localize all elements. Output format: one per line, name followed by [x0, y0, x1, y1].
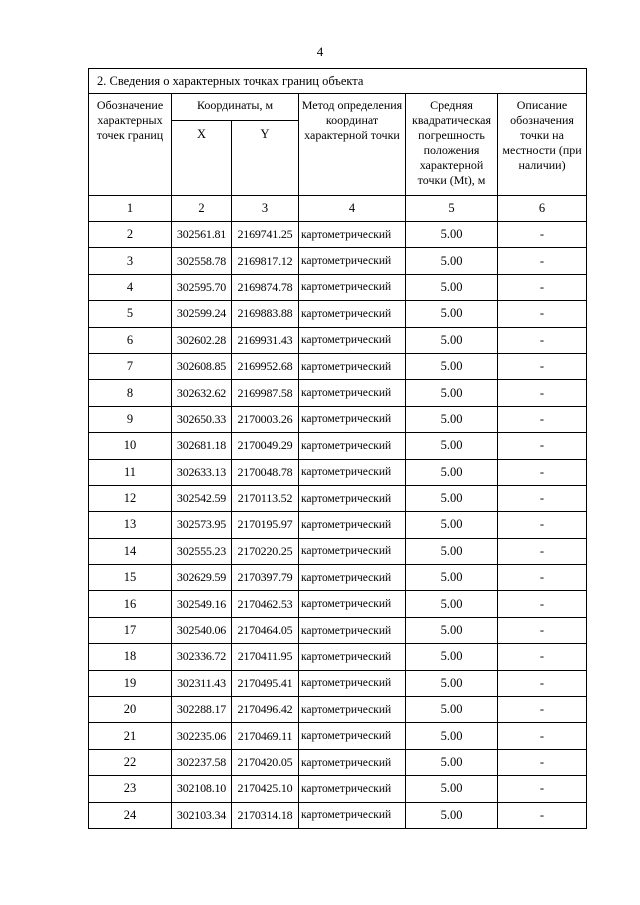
table-row [89, 723, 587, 749]
description-cell: - [498, 485, 587, 511]
column-number: 4 [299, 196, 406, 222]
column-number: 3 [232, 196, 299, 222]
y-coordinate-cell: 2170397.79 [232, 565, 299, 591]
x-coordinate-cell: 302633.13 [172, 459, 232, 485]
table-row [89, 327, 587, 353]
y-coordinate-cell: 2170003.26 [232, 406, 299, 432]
y-coordinate-cell: 2170496.42 [232, 697, 299, 723]
x-coordinate-cell: 302599.24 [172, 301, 232, 327]
point-number-cell: 18 [89, 644, 172, 670]
description-cell: - [498, 697, 587, 723]
header-point-designation: Обозначение характерных точек границ [89, 94, 172, 196]
header-description: Описание обозначения точки на местности (при наличии) [498, 94, 587, 196]
description-cell: - [498, 459, 587, 485]
error-cell: 5.00 [406, 802, 498, 828]
point-number-cell: 14 [89, 538, 172, 564]
y-coordinate-cell: 2169817.12 [232, 248, 299, 274]
method-cell: картометрический [299, 723, 406, 749]
point-number-cell: 13 [89, 512, 172, 538]
description-cell: - [498, 222, 587, 248]
table-row [89, 459, 587, 485]
boundary-points-table [88, 68, 587, 829]
description-cell: - [498, 274, 587, 300]
table-row [89, 433, 587, 459]
table-row [89, 697, 587, 723]
description-cell: - [498, 538, 587, 564]
error-cell: 5.00 [406, 327, 498, 353]
table-row [89, 670, 587, 696]
y-coordinate-cell: 2169874.78 [232, 274, 299, 300]
method-cell: картометрический [299, 697, 406, 723]
error-cell: 5.00 [406, 591, 498, 617]
table-row [89, 485, 587, 511]
error-cell: 5.00 [406, 749, 498, 775]
point-number-cell: 12 [89, 485, 172, 511]
column-number: 5 [406, 196, 498, 222]
y-coordinate-cell: 2170420.05 [232, 749, 299, 775]
description-cell: - [498, 749, 587, 775]
method-cell: картометрический [299, 380, 406, 406]
table-row [89, 591, 587, 617]
header-y: Y [232, 121, 299, 196]
table-row [89, 538, 587, 564]
y-coordinate-cell: 2170462.53 [232, 591, 299, 617]
description-cell: - [498, 723, 587, 749]
column-number: 6 [498, 196, 587, 222]
description-cell: - [498, 670, 587, 696]
error-cell: 5.00 [406, 512, 498, 538]
error-cell: 5.00 [406, 485, 498, 511]
method-cell: картометрический [299, 644, 406, 670]
table-row [89, 353, 587, 379]
page-number: 4 [316, 44, 324, 59]
table-row [89, 776, 587, 802]
y-coordinate-cell: 2170314.18 [232, 802, 299, 828]
error-cell: 5.00 [406, 617, 498, 643]
x-coordinate-cell: 302311.43 [172, 670, 232, 696]
table-row [89, 617, 587, 643]
y-coordinate-cell: 2169931.43 [232, 327, 299, 353]
method-cell: картометрический [299, 670, 406, 696]
error-cell: 5.00 [406, 723, 498, 749]
x-coordinate-cell: 302288.17 [172, 697, 232, 723]
error-cell: 5.00 [406, 380, 498, 406]
y-coordinate-cell: 2169883.88 [232, 301, 299, 327]
error-cell: 5.00 [406, 353, 498, 379]
table-row [89, 248, 587, 274]
description-cell: - [498, 644, 587, 670]
x-coordinate-cell: 302540.06 [172, 617, 232, 643]
method-cell: картометрический [299, 591, 406, 617]
error-cell: 5.00 [406, 301, 498, 327]
point-number-cell: 6 [89, 327, 172, 353]
x-coordinate-cell: 302629.59 [172, 565, 232, 591]
point-number-cell: 5 [89, 301, 172, 327]
method-cell: картометрический [299, 327, 406, 353]
x-coordinate-cell: 302336.72 [172, 644, 232, 670]
x-coordinate-cell: 302108.10 [172, 776, 232, 802]
x-coordinate-cell: 302632.62 [172, 380, 232, 406]
description-cell: - [498, 802, 587, 828]
method-cell: картометрический [299, 248, 406, 274]
point-number-cell: 4 [89, 274, 172, 300]
point-number-cell: 8 [89, 380, 172, 406]
point-number-cell: 16 [89, 591, 172, 617]
y-coordinate-cell: 2170195.97 [232, 512, 299, 538]
table-row [89, 380, 587, 406]
method-cell: картометрический [299, 776, 406, 802]
column-number: 2 [172, 196, 232, 222]
error-cell: 5.00 [406, 538, 498, 564]
point-number-cell: 11 [89, 459, 172, 485]
method-cell: картометрический [299, 802, 406, 828]
y-coordinate-cell: 2170113.52 [232, 485, 299, 511]
description-cell: - [498, 301, 587, 327]
header-error: Средняя квадратическая погрешность положения характерной точки (Mt), м [406, 94, 498, 196]
table-row [89, 274, 587, 300]
point-number-cell: 22 [89, 749, 172, 775]
error-cell: 5.00 [406, 459, 498, 485]
x-coordinate-cell: 302235.06 [172, 723, 232, 749]
method-cell: картометрический [299, 406, 406, 432]
table-row [89, 222, 587, 248]
x-coordinate-cell: 302555.23 [172, 538, 232, 564]
x-coordinate-cell: 302558.78 [172, 248, 232, 274]
x-coordinate-cell: 302561.81 [172, 222, 232, 248]
method-cell: картометрический [299, 433, 406, 459]
y-coordinate-cell: 2170425.10 [232, 776, 299, 802]
point-number-cell: 17 [89, 617, 172, 643]
y-coordinate-cell: 2170049.29 [232, 433, 299, 459]
description-cell: - [498, 776, 587, 802]
description-cell: - [498, 406, 587, 432]
column-number-row [89, 196, 587, 222]
y-coordinate-cell: 2169741.25 [232, 222, 299, 248]
point-number-cell: 23 [89, 776, 172, 802]
method-cell: картометрический [299, 749, 406, 775]
x-coordinate-cell: 302573.95 [172, 512, 232, 538]
x-coordinate-cell: 302681.18 [172, 433, 232, 459]
x-coordinate-cell: 302650.33 [172, 406, 232, 432]
description-cell: - [498, 353, 587, 379]
error-cell: 5.00 [406, 565, 498, 591]
method-cell: картометрический [299, 301, 406, 327]
description-cell: - [498, 565, 587, 591]
error-cell: 5.00 [406, 406, 498, 432]
table-row [89, 512, 587, 538]
y-coordinate-cell: 2170220.25 [232, 538, 299, 564]
description-cell: - [498, 617, 587, 643]
description-cell: - [498, 327, 587, 353]
table-row [89, 406, 587, 432]
header-coordinates: Координаты, м [172, 94, 299, 121]
x-coordinate-cell: 302103.34 [172, 802, 232, 828]
table-row [89, 301, 587, 327]
x-coordinate-cell: 302237.58 [172, 749, 232, 775]
method-cell: картометрический [299, 565, 406, 591]
point-number-cell: 9 [89, 406, 172, 432]
header-x: X [172, 121, 232, 196]
error-cell: 5.00 [406, 222, 498, 248]
method-cell: картометрический [299, 617, 406, 643]
method-cell: картометрический [299, 538, 406, 564]
method-cell: картометрический [299, 485, 406, 511]
y-coordinate-cell: 2169952.68 [232, 353, 299, 379]
method-cell: картометрический [299, 512, 406, 538]
table-row [89, 749, 587, 775]
error-cell: 5.00 [406, 433, 498, 459]
error-cell: 5.00 [406, 697, 498, 723]
header-method: Метод определения координат характерной точки [299, 94, 406, 196]
table-row [89, 802, 587, 828]
point-number-cell: 21 [89, 723, 172, 749]
error-cell: 5.00 [406, 776, 498, 802]
point-number-cell: 15 [89, 565, 172, 591]
point-number-cell: 24 [89, 802, 172, 828]
y-coordinate-cell: 2170464.05 [232, 617, 299, 643]
y-coordinate-cell: 2170469.11 [232, 723, 299, 749]
y-coordinate-cell: 2170495.41 [232, 670, 299, 696]
point-number-cell: 10 [89, 433, 172, 459]
table-row [89, 644, 587, 670]
description-cell: - [498, 380, 587, 406]
table-row [89, 565, 587, 591]
error-cell: 5.00 [406, 670, 498, 696]
x-coordinate-cell: 302608.85 [172, 353, 232, 379]
error-cell: 5.00 [406, 248, 498, 274]
method-cell: картометрический [299, 274, 406, 300]
error-cell: 5.00 [406, 644, 498, 670]
point-number-cell: 7 [89, 353, 172, 379]
y-coordinate-cell: 2170048.78 [232, 459, 299, 485]
point-number-cell: 19 [89, 670, 172, 696]
x-coordinate-cell: 302602.28 [172, 327, 232, 353]
column-number: 1 [89, 196, 172, 222]
description-cell: - [498, 591, 587, 617]
error-cell: 5.00 [406, 274, 498, 300]
point-number-cell: 3 [89, 248, 172, 274]
x-coordinate-cell: 302595.70 [172, 274, 232, 300]
description-cell: - [498, 512, 587, 538]
description-cell: - [498, 248, 587, 274]
x-coordinate-cell: 302549.16 [172, 591, 232, 617]
method-cell: картометрический [299, 459, 406, 485]
method-cell: картометрический [299, 353, 406, 379]
point-number-cell: 2 [89, 222, 172, 248]
method-cell: картометрический [299, 222, 406, 248]
section-title: 2. Сведения о характерных точках границ объекта [89, 69, 587, 94]
y-coordinate-cell: 2170411.95 [232, 644, 299, 670]
y-coordinate-cell: 2169987.58 [232, 380, 299, 406]
x-coordinate-cell: 302542.59 [172, 485, 232, 511]
table-body [89, 222, 587, 829]
point-number-cell: 20 [89, 697, 172, 723]
description-cell: - [498, 433, 587, 459]
